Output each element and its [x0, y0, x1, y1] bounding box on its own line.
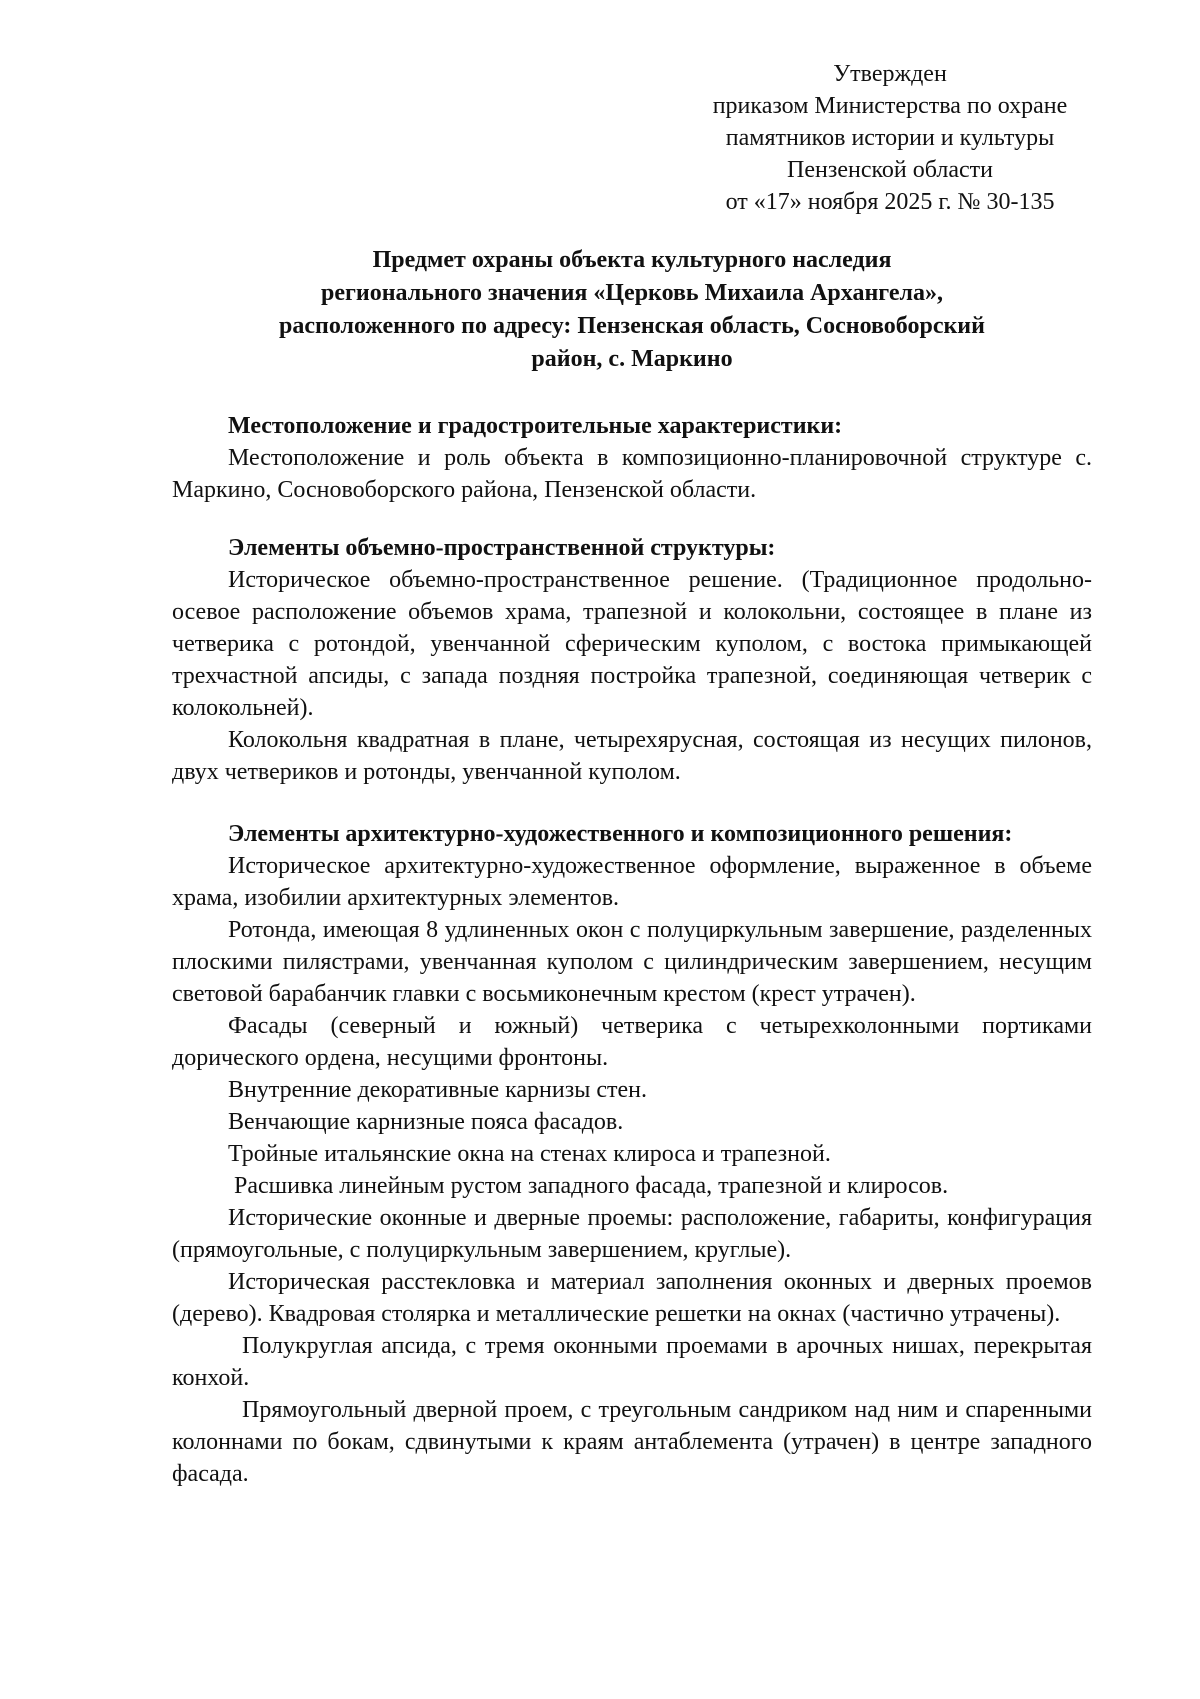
section-heading-architecture: Элементы архитектурно-художественного и композиционного решения:: [228, 821, 1013, 847]
paragraph: Исторические оконные и дверные проемы: расположение, габариты, конфигурация (прямоугольные, с полуциркульным завершением, круглые).: [172, 1205, 1092, 1263]
document-body: [172, 410, 1092, 1490]
approval-line: Утвержден: [833, 61, 947, 87]
paragraph: Фасады (северный и южный) четверика с четырехколонными портиками дорического ордена, несущими фронтоны.: [172, 1013, 1092, 1071]
approval-line: Пензенской области: [787, 157, 993, 183]
paragraph: Колокольня квадратная в плане, четырехярусная, состоящая из несущих пилонов, двух четвериков и ротонды, увенчанной куполом.: [172, 727, 1092, 785]
approval-line: от «17» ноября 2025 г. № 30-135: [725, 189, 1055, 215]
document-title: [172, 244, 1092, 376]
spacer: [172, 506, 1092, 532]
paragraph: Историческое архитектурно-художественное оформление, выраженное в объеме храма, изобилии архитектурных элементов.: [172, 853, 1092, 911]
paragraph: Историческая расстекловка и материал заполнения оконных и дверных проемов (дерево). Квадровая столярка и металлические решетки на окнах (частично утрачены).: [172, 1269, 1092, 1327]
paragraph: Расшивка линейным рустом западного фасада, трапезной и клиросов.: [234, 1173, 949, 1199]
paragraph: Тройные итальянские окна на стенах клироса и трапезной.: [228, 1141, 831, 1167]
title-line: регионального значения «Церковь Михаила Архангела»,: [321, 280, 943, 306]
paragraph: Венчающие карнизные пояса фасадов.: [228, 1109, 624, 1135]
title-line: расположенного по адресу: Пензенская область, Сосновоборский: [279, 313, 985, 339]
section-heading-location: Местоположение и градостроительные характеристики:: [228, 413, 843, 439]
section-heading-volume: Элементы объемно-пространственной структуры:: [228, 535, 776, 561]
paragraph: Полукруглая апсида, с тремя оконными проемами в арочных нишах, перекрытая конхой.: [172, 1333, 1092, 1391]
paragraph: Историческое объемно-пространственное решение. (Традиционное продольно-осевое расположение объемов храма, трапезной и колокольни, состоящее в плане из четверика с ротондой, увенчанной сферическим куполом, с востока примыкающей трехчастной апсиды, с запада поздняя постройка трапезной, соединяющая четверик с колокольней).: [172, 567, 1092, 721]
paragraph: Прямоугольный дверной проем, с треугольным сандриком над ним и спаренными колоннами по бокам, сдвинутыми к краям антаблемента (утрачен) в центре западного фасада.: [172, 1397, 1092, 1487]
paragraph: Ротонда, имеющая 8 удлиненных окон с полуциркульным завершение, разделенных плоскими пилястрами, увенчанная куполом с цилиндрическим завершением, несущим световой барабанчик главки с восьмиконечным крестом (крест утрачен).: [172, 917, 1092, 1007]
approval-line: приказом Министерства по охране: [712, 93, 1068, 119]
approval-line: памятников истории и культуры: [725, 125, 1055, 151]
paragraph: Местоположение и роль объекта в композиционно-планировочной структуре с. Маркино, Сосновоборского района, Пензенской области.: [172, 445, 1092, 503]
approval-block: [660, 58, 1120, 218]
spacer: [172, 788, 1092, 818]
title-line: район, с. Маркино: [531, 346, 733, 372]
title-line: Предмет охраны объекта культурного наследия: [372, 247, 892, 273]
paragraph: Внутренние декоративные карнизы стен.: [228, 1077, 647, 1103]
